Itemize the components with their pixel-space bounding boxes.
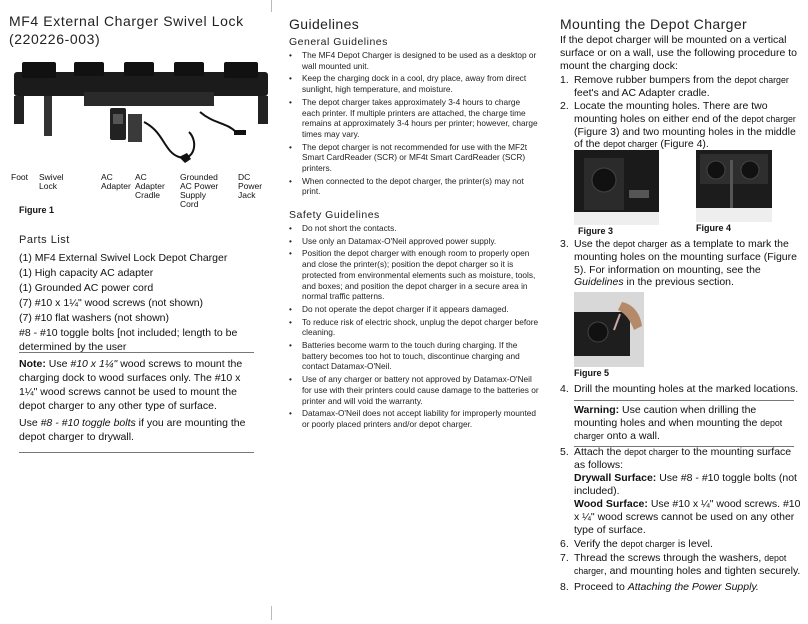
warning-box	[574, 400, 794, 447]
warning-text: onto a wall.	[603, 430, 660, 442]
list-item: • The depot charger takes approximately 3-4 hours to charge each printer. If multiple printers are attached, the charge time remains at approximately 3-4 hours per printer; however, charge times may vary.	[289, 97, 539, 140]
step-text-part: feet's and AC Adapter cradle.	[574, 86, 710, 99]
step-2	[560, 100, 804, 151]
note-text: Use	[45, 358, 71, 370]
step-number: 6.	[560, 538, 569, 550]
list-item: • The depot charger is not recommended for use with the MF2t Smart CardReader (SCR) or MF4t Smart CardReader (SCR) printers.	[289, 142, 539, 174]
step-text-small: depot charger	[620, 539, 675, 549]
parts-item: (1) High capacity AC adapter	[19, 267, 154, 279]
warning-label: Warning:	[574, 404, 620, 416]
list-item: • Keep the charging dock in a cool, dry place, away from direct sunlight, high temperature, and moisture.	[289, 73, 539, 94]
list-item: • Position the depot charger with enough room to properly open and close the printer(s); position the depot charger so it is protected from environmental elements such as moisture, tools, and boxes; and position the depot charger in a secure area in normal traffic patterns.	[289, 248, 539, 302]
drywall-text: Use #8 - #10 toggle bolts (not included).	[574, 472, 797, 497]
label-ac-adapter-cradle: AC Adapter Cradle	[135, 172, 165, 200]
step-number: 4.	[560, 383, 569, 395]
figure5-caption: Figure 5	[574, 368, 610, 378]
step-text-part: Attach the	[574, 446, 625, 458]
list-item: • Use only an Datamax-O'Neil approved power supply.	[289, 236, 539, 247]
step-number: 8.	[560, 581, 569, 593]
list-item: • To reduce risk of electric shock, unplug the depot charger before cleaning.	[289, 317, 539, 338]
step-text	[574, 446, 804, 472]
step-text-emphasis: Attaching the Power Supply.	[627, 581, 759, 593]
list-item: • The MF4 Depot Charger is designed to be used as a desktop or wall mounted unit.	[289, 50, 539, 71]
column-guidelines	[280, 0, 542, 624]
parts-item: (7) #10 x 1¼" wood screws (not shown)	[19, 297, 204, 309]
step-text-part: (Figure 4).	[657, 138, 709, 151]
column-mounting	[556, 0, 808, 624]
column-parts	[0, 0, 268, 624]
step-text-part: Proceed to	[574, 581, 628, 593]
step-6	[560, 538, 804, 551]
list-item: • Batteries become warm to the touch during charging. If the battery becomes too hot to touch, discontinue charging and contact Datamax-O'Neil.	[289, 340, 539, 372]
label-dc-power-jack: DC Power Jack	[238, 172, 263, 200]
step-text: Drill the mounting holes at the marked locations.	[574, 383, 799, 395]
drywall-surface	[574, 472, 802, 498]
warning-text-small: depot charger	[574, 418, 783, 441]
wood-label: Wood Surface:	[574, 498, 648, 510]
step-text	[574, 74, 804, 100]
safety-guidelines-list	[289, 223, 539, 432]
step-number: 5.	[560, 446, 569, 458]
parts-list-heading: Parts List	[19, 234, 70, 246]
note-text: Use	[19, 417, 41, 429]
step-3	[560, 238, 804, 289]
step-number: 2.	[560, 100, 569, 112]
step-text-part: Verify the	[574, 538, 621, 550]
label-swivel-lock: Swivel Lock	[39, 172, 64, 191]
step-text-part: (Figure 3) and two mounting holes in the middle of the	[574, 125, 796, 151]
step-text-part: Locate the mounting holes. There are two mounting holes on either end of the	[574, 100, 768, 125]
label-foot: Foot	[11, 172, 29, 182]
label-grounded-cord: Grounded AC Power Supply Cord	[180, 172, 219, 209]
list-item: • Use of any charger or battery not approved by Datamax-O'Neil for use with their printers could cause damage to the batteries or printer and will void the warranty.	[289, 374, 539, 406]
step-text-part: Remove rubber bumpers from the	[574, 74, 735, 86]
step-5	[560, 446, 804, 472]
drywall-label: Drywall Surface:	[574, 472, 657, 484]
wood-surface	[574, 498, 802, 536]
mounting-intro: If the depot charger will be mounted on a vertical surface or on a wall, use the following procedure to mount the charging dock:	[560, 34, 797, 72]
step-text	[574, 581, 804, 594]
figure1-photo	[14, 62, 268, 172]
note-label: Note:	[19, 358, 46, 370]
note-paragraph-1	[19, 357, 254, 413]
title-line-2: (220226-003)	[9, 31, 101, 47]
step-text-part: Thread the screws through the washers,	[574, 552, 765, 564]
document-title	[9, 12, 244, 48]
step-text	[574, 538, 804, 551]
figure3-photo	[574, 150, 659, 225]
note-emphasis: #10 x 1¼"	[70, 358, 118, 370]
note-emphasis: #8 - #10 toggle bolts	[40, 417, 136, 429]
step-text-part: in the previous section.	[623, 276, 734, 289]
parts-item: (1) MF4 External Swivel Lock Depot Charger	[19, 252, 228, 264]
figure1-caption: Figure 1	[19, 205, 55, 215]
figure3-caption: Figure 3	[578, 226, 614, 236]
list-item: • Do not operate the depot charger if it appears damaged.	[289, 304, 539, 315]
step-text-part: is level.	[675, 538, 713, 550]
wood-text: Use #10 x ¼" wood screws. #10 x ¼" wood screws cannot be used on any other type of surface.	[574, 498, 801, 536]
step-text-small: depot charger	[741, 113, 796, 124]
figure5-photo	[574, 292, 644, 367]
step-text-small: depot charger	[624, 447, 679, 457]
step-text	[574, 100, 804, 151]
fold-mark-bottom	[271, 606, 272, 620]
step-7	[560, 552, 804, 578]
step-number: 1.	[560, 74, 569, 86]
guidelines-heading: Guidelines	[289, 16, 360, 32]
note-paragraph-2	[19, 416, 254, 444]
note-text: wood screws to mount the charging dock to wood surfaces only. The #10 x 1¼" wood screws cannot be used to mount the depot charger to any other type of surface.	[19, 358, 243, 412]
mounting-heading: Mounting the Depot Charger	[560, 16, 748, 32]
step-text-small: depot charger	[734, 75, 789, 85]
general-guidelines-heading: General Guidelines	[289, 36, 388, 48]
list-item: • Datamax-O'Neil does not accept liability for improperly mounted or poorly placed printers and/or depot charger.	[289, 408, 539, 429]
step-number: 3.	[560, 238, 569, 250]
figure4-caption: Figure 4	[696, 223, 732, 233]
step-text-part: Use the	[574, 238, 614, 250]
general-guidelines-list	[289, 50, 539, 199]
step-text-part: , and mounting holes and tighten securely.	[603, 564, 801, 577]
list-item: • When connected to the depot charger, the printer(s) may not print.	[289, 176, 539, 197]
note-box	[19, 352, 254, 453]
step-text-emphasis: Guidelines	[574, 276, 624, 289]
step-1	[560, 74, 804, 100]
parts-list	[19, 234, 264, 355]
title-line-1: MF4 External Charger Swivel Lock	[9, 13, 244, 29]
parts-item: (1) Grounded AC power cord	[19, 282, 154, 294]
figure4-photo	[696, 150, 772, 222]
step-text	[574, 238, 804, 289]
safety-guidelines-heading: Safety Guidelines	[289, 209, 380, 221]
step-text-part: to the mounting surface as follows:	[574, 446, 792, 471]
step-text-part: as a template to mark the mounting holes on the mounting surface (Figure 5). For information on mounting, see the	[574, 238, 797, 276]
list-item: • Do not short the contacts.	[289, 223, 539, 234]
step-4	[560, 383, 804, 396]
step-text	[574, 552, 804, 578]
step-8	[560, 581, 804, 594]
label-ac-adapter: AC Adapter	[101, 172, 131, 191]
parts-item: (7) #10 flat washers (not shown)	[19, 312, 169, 324]
step-text-small: depot charger	[613, 239, 668, 249]
fold-mark-top	[271, 0, 272, 12]
parts-item: #8 - #10 toggle bolts [not included; length to be determined by the user	[19, 327, 238, 353]
step-text-small: depot charger	[603, 139, 658, 150]
warning-text: Use caution when drilling the mounting holes and when mounting the	[574, 404, 761, 429]
step-number: 7.	[560, 552, 569, 564]
note-text: if you are mounting the depot charger to drywall.	[19, 417, 246, 443]
step-text-small: depot charger	[574, 553, 787, 576]
